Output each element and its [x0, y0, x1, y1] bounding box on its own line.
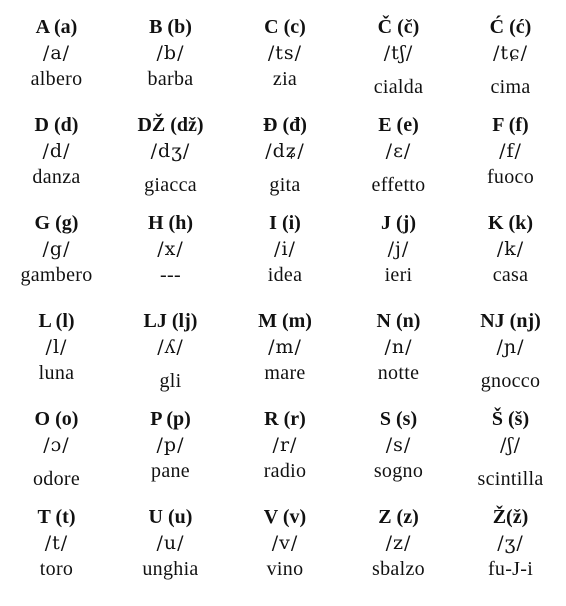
example-word: effetto: [371, 174, 426, 196]
example-word: radio: [263, 460, 307, 482]
letter-label: NJ (nj): [480, 310, 541, 332]
example-word: barba: [147, 68, 194, 90]
letter-cell-s: [342, 406, 455, 504]
example-word: unghia: [142, 558, 199, 580]
example-word: albero: [30, 68, 83, 90]
letter-label: D (d): [34, 114, 79, 136]
ipa-transcription: /x/: [157, 238, 184, 260]
ipa-transcription: /p/: [156, 434, 185, 456]
letter-cell-d-stroke: [228, 112, 342, 210]
letter-label: H (h): [148, 212, 193, 234]
ipa-transcription: /g/: [42, 238, 71, 260]
letter-label: M (m): [258, 310, 312, 332]
example-word: gambero: [20, 264, 93, 286]
letter-cell-lj: [113, 308, 228, 406]
letter-label: R (r): [264, 408, 306, 430]
letter-cell-s-caron: [455, 406, 566, 504]
letter-label: N (n): [376, 310, 421, 332]
letter-label: B (b): [149, 16, 192, 38]
letter-cell-r: [228, 406, 342, 504]
letter-label: C (c): [264, 16, 306, 38]
letter-cell-nj: [455, 308, 566, 406]
letter-label: O (o): [34, 408, 79, 430]
letter-cell-u: [113, 504, 228, 602]
letter-label: Ž(ž): [492, 506, 529, 528]
letter-label: Đ (đ): [263, 114, 307, 136]
example-word: luna: [38, 362, 75, 384]
letter-cell-c-caron: [342, 14, 455, 112]
letter-cell-n: [342, 308, 455, 406]
example-word: cima: [490, 76, 531, 98]
letter-cell-o: [0, 406, 113, 504]
ipa-transcription: /ɛ/: [385, 140, 412, 162]
example-word: giacca: [144, 174, 197, 196]
example-word: pane: [151, 460, 190, 482]
example-word: gita: [269, 174, 301, 196]
letter-cell-m: [228, 308, 342, 406]
letter-cell-i: [228, 210, 342, 308]
letter-cell-v: [228, 504, 342, 602]
ipa-transcription: /m/: [268, 336, 302, 358]
letter-label: J (j): [381, 212, 416, 234]
ipa-transcription: /d/: [42, 140, 71, 162]
example-word: vino: [266, 558, 304, 580]
example-word: notte: [377, 362, 420, 384]
ipa-transcription: /dʑ/: [265, 140, 305, 162]
letter-cell-z: [342, 504, 455, 602]
ipa-transcription: /z/: [385, 532, 412, 554]
letter-cell-h: [113, 210, 228, 308]
example-word: idea: [267, 264, 303, 286]
ipa-transcription: /i/: [274, 238, 296, 260]
letter-cell-j: [342, 210, 455, 308]
example-word: cialda: [373, 76, 424, 98]
ipa-transcription: /a/: [42, 42, 71, 64]
ipa-transcription: /ʃ/: [500, 434, 521, 456]
ipa-transcription: /n/: [384, 336, 413, 358]
letter-label: Č (č): [377, 16, 420, 38]
letter-cell-e: [342, 112, 455, 210]
letter-cell-c-acute: [455, 14, 566, 112]
ipa-transcription: /u/: [156, 532, 185, 554]
letter-label: P (p): [150, 408, 191, 430]
ipa-transcription: /ts/: [267, 42, 303, 64]
example-word: odore: [32, 468, 81, 490]
ipa-transcription: /ʒ/: [497, 532, 524, 554]
letter-label: S (s): [379, 408, 418, 430]
alphabet-grid: [0, 14, 566, 602]
letter-label: Ć (ć): [489, 16, 532, 38]
letter-label: V (v): [263, 506, 307, 528]
ipa-transcription: /j/: [387, 238, 410, 260]
ipa-transcription: /b/: [156, 42, 185, 64]
example-word: fuoco: [486, 166, 535, 188]
letter-label: A (a): [35, 16, 78, 38]
letter-cell-c: [228, 14, 342, 112]
ipa-transcription: /s/: [385, 434, 412, 456]
letter-cell-z-caron: [455, 504, 566, 602]
example-word: mare: [264, 362, 306, 384]
letter-label: LJ (lj): [143, 310, 198, 332]
letter-cell-dz-caron: [113, 112, 228, 210]
letter-cell-p: [113, 406, 228, 504]
ipa-transcription: /t/: [44, 532, 69, 554]
example-word: fu-J-i: [487, 558, 534, 580]
letter-label: Z (z): [378, 506, 419, 528]
example-word: scintilla: [477, 468, 544, 490]
letter-cell-a: [0, 14, 113, 112]
example-word: ---: [160, 264, 181, 286]
example-word: toro: [39, 558, 74, 580]
example-word: gnocco: [480, 370, 541, 392]
letter-label: E (e): [378, 114, 419, 136]
example-word: sbalzo: [372, 558, 425, 580]
example-word: ieri: [384, 264, 413, 286]
letter-cell-d: [0, 112, 113, 210]
ipa-transcription: /ɲ/: [496, 336, 525, 358]
letter-label: T (t): [37, 506, 76, 528]
letter-cell-f: [455, 112, 566, 210]
letter-label: G (g): [34, 212, 79, 234]
letter-label: DŽ (dž): [137, 114, 204, 136]
ipa-transcription: /tɕ/: [492, 42, 529, 64]
letter-cell-t: [0, 504, 113, 602]
ipa-transcription: /dʒ/: [150, 140, 191, 162]
ipa-transcription: /r/: [272, 434, 298, 456]
letter-label: K (k): [488, 212, 533, 234]
ipa-transcription: /tʃ/: [383, 42, 414, 64]
example-word: zia: [272, 68, 298, 90]
ipa-transcription: /f/: [499, 140, 522, 162]
example-word: casa: [492, 264, 529, 286]
ipa-transcription: /k/: [496, 238, 525, 260]
ipa-transcription: /ʎ/: [157, 336, 184, 358]
letter-label: U (u): [148, 506, 193, 528]
example-word: danza: [32, 166, 81, 188]
letter-cell-k: [455, 210, 566, 308]
letter-label: F (f): [492, 114, 529, 136]
letter-label: I (i): [269, 212, 301, 234]
ipa-transcription: /v/: [271, 532, 299, 554]
example-word: gli: [159, 370, 182, 392]
ipa-transcription: /ɔ/: [43, 434, 70, 456]
letter-cell-b: [113, 14, 228, 112]
example-word: sogno: [373, 460, 424, 482]
letter-cell-g: [0, 210, 113, 308]
letter-label: Š (š): [491, 408, 530, 430]
ipa-transcription: /l/: [45, 336, 68, 358]
letter-cell-l: [0, 308, 113, 406]
letter-label: L (l): [38, 310, 75, 332]
